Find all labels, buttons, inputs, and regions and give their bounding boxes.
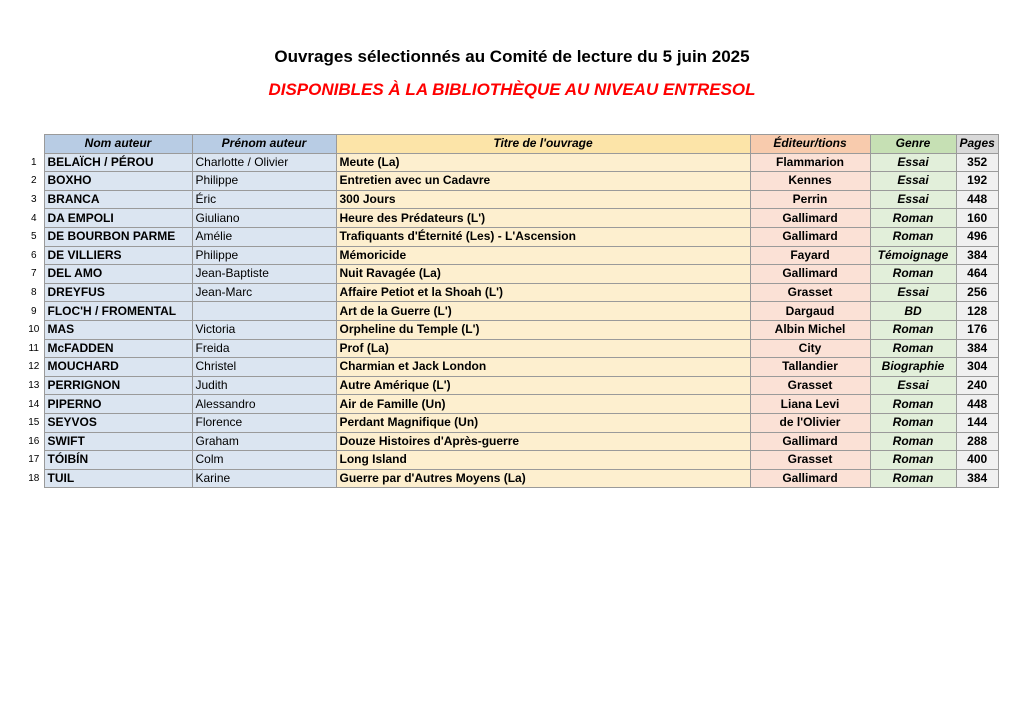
row-number: 13 bbox=[24, 376, 44, 395]
cell-nom: DE BOURBON PARME bbox=[44, 227, 192, 246]
cell-editeur: Kennes bbox=[750, 172, 870, 191]
cell-editeur: Liana Levi bbox=[750, 395, 870, 414]
cell-editeur: Gallimard bbox=[750, 227, 870, 246]
row-number: 16 bbox=[24, 432, 44, 451]
cell-titre: Perdant Magnifique (Un) bbox=[336, 413, 750, 432]
cell-pages: 160 bbox=[956, 209, 998, 228]
cell-editeur: Perrin bbox=[750, 190, 870, 209]
row-number: 8 bbox=[24, 283, 44, 302]
table-row bbox=[24, 413, 998, 432]
cell-genre: Roman bbox=[870, 451, 956, 470]
cell-titre: Air de Famille (Un) bbox=[336, 395, 750, 414]
row-number: 9 bbox=[24, 302, 44, 321]
row-number: 6 bbox=[24, 246, 44, 265]
cell-titre: 300 Jours bbox=[336, 190, 750, 209]
cell-pages: 352 bbox=[956, 153, 998, 172]
cell-nom: PIPERNO bbox=[44, 395, 192, 414]
cell-titre: Entretien avec un Cadavre bbox=[336, 172, 750, 191]
column-header-editeur: Éditeur/tions bbox=[750, 135, 870, 154]
column-header-titre: Titre de l'ouvrage bbox=[336, 135, 750, 154]
cell-genre: Essai bbox=[870, 376, 956, 395]
table-row bbox=[24, 469, 998, 488]
books-table bbox=[24, 134, 999, 488]
cell-prenom: Florence bbox=[192, 413, 336, 432]
cell-pages: 400 bbox=[956, 451, 998, 470]
row-number: 7 bbox=[24, 265, 44, 284]
table-row bbox=[24, 320, 998, 339]
cell-titre: Guerre par d'Autres Moyens (La) bbox=[336, 469, 750, 488]
cell-titre: Long Island bbox=[336, 451, 750, 470]
row-number: 15 bbox=[24, 413, 44, 432]
cell-nom: TUIL bbox=[44, 469, 192, 488]
cell-pages: 448 bbox=[956, 395, 998, 414]
cell-prenom: Philippe bbox=[192, 246, 336, 265]
row-number: 3 bbox=[24, 190, 44, 209]
cell-genre: Roman bbox=[870, 265, 956, 284]
table-row bbox=[24, 283, 998, 302]
cell-pages: 144 bbox=[956, 413, 998, 432]
cell-nom: SWIFT bbox=[44, 432, 192, 451]
cell-pages: 192 bbox=[956, 172, 998, 191]
cell-editeur: Gallimard bbox=[750, 265, 870, 284]
cell-pages: 288 bbox=[956, 432, 998, 451]
page-subtitle: DISPONIBLES À LA BIBLIOTHÈQUE AU NIVEAU ENTRESOL bbox=[268, 80, 756, 99]
cell-nom: McFADDEN bbox=[44, 339, 192, 358]
cell-nom: MOUCHARD bbox=[44, 358, 192, 377]
cell-genre: Roman bbox=[870, 413, 956, 432]
cell-pages: 304 bbox=[956, 358, 998, 377]
table-row bbox=[24, 172, 998, 191]
row-number: 4 bbox=[24, 209, 44, 228]
cell-pages: 384 bbox=[956, 469, 998, 488]
cell-titre: Trafiquants d'Éternité (Les) - L'Ascension bbox=[336, 227, 750, 246]
cell-pages: 128 bbox=[956, 302, 998, 321]
cell-genre: Essai bbox=[870, 153, 956, 172]
cell-editeur: Grasset bbox=[750, 376, 870, 395]
cell-nom: SEYVOS bbox=[44, 413, 192, 432]
cell-titre: Heure des Prédateurs (L') bbox=[336, 209, 750, 228]
cell-nom: BOXHO bbox=[44, 172, 192, 191]
cell-genre: Roman bbox=[870, 469, 956, 488]
cell-editeur: Gallimard bbox=[750, 432, 870, 451]
cell-editeur: Flammarion bbox=[750, 153, 870, 172]
cell-prenom: Alessandro bbox=[192, 395, 336, 414]
cell-prenom: Colm bbox=[192, 451, 336, 470]
table-row bbox=[24, 153, 998, 172]
cell-nom: BELAÏCH / PÉROU bbox=[44, 153, 192, 172]
cell-prenom: Giuliano bbox=[192, 209, 336, 228]
cell-pages: 256 bbox=[956, 283, 998, 302]
cell-titre: Mémoricide bbox=[336, 246, 750, 265]
cell-pages: 176 bbox=[956, 320, 998, 339]
cell-nom: TÓIBÍN bbox=[44, 451, 192, 470]
table-row bbox=[24, 190, 998, 209]
cell-titre: Prof (La) bbox=[336, 339, 750, 358]
row-number: 18 bbox=[24, 469, 44, 488]
cell-prenom: Freida bbox=[192, 339, 336, 358]
cell-genre: Roman bbox=[870, 227, 956, 246]
column-header-pages: Pages bbox=[956, 135, 998, 154]
cell-genre: BD bbox=[870, 302, 956, 321]
cell-pages: 496 bbox=[956, 227, 998, 246]
table-row bbox=[24, 265, 998, 284]
row-number-header bbox=[24, 135, 44, 154]
cell-genre: Essai bbox=[870, 190, 956, 209]
cell-titre: Meute (La) bbox=[336, 153, 750, 172]
cell-nom: DREYFUS bbox=[44, 283, 192, 302]
cell-editeur: Fayard bbox=[750, 246, 870, 265]
cell-pages: 240 bbox=[956, 376, 998, 395]
table-row bbox=[24, 209, 998, 228]
cell-nom: BRANCA bbox=[44, 190, 192, 209]
cell-prenom: Amélie bbox=[192, 227, 336, 246]
cell-titre: Orpheline du Temple (L') bbox=[336, 320, 750, 339]
cell-nom: FLOC'H / FROMENTAL bbox=[44, 302, 192, 321]
cell-prenom: Karine bbox=[192, 469, 336, 488]
cell-titre: Affaire Petiot et la Shoah (L') bbox=[336, 283, 750, 302]
cell-titre: Art de la Guerre (L') bbox=[336, 302, 750, 321]
table-header-row bbox=[24, 135, 998, 154]
cell-nom: PERRIGNON bbox=[44, 376, 192, 395]
cell-genre: Essai bbox=[870, 283, 956, 302]
cell-editeur: de l'Olivier bbox=[750, 413, 870, 432]
row-number: 12 bbox=[24, 358, 44, 377]
cell-editeur: Gallimard bbox=[750, 469, 870, 488]
cell-genre: Essai bbox=[870, 172, 956, 191]
cell-prenom: Éric bbox=[192, 190, 336, 209]
cell-prenom bbox=[192, 302, 336, 321]
cell-prenom: Philippe bbox=[192, 172, 336, 191]
cell-editeur: Grasset bbox=[750, 283, 870, 302]
table-row bbox=[24, 376, 998, 395]
cell-pages: 384 bbox=[956, 246, 998, 265]
cell-titre: Charmian et Jack London bbox=[336, 358, 750, 377]
table-row bbox=[24, 451, 998, 470]
cell-pages: 464 bbox=[956, 265, 998, 284]
cell-genre: Roman bbox=[870, 320, 956, 339]
cell-editeur: Gallimard bbox=[750, 209, 870, 228]
table-row bbox=[24, 227, 998, 246]
cell-genre: Roman bbox=[870, 432, 956, 451]
cell-nom: DA EMPOLI bbox=[44, 209, 192, 228]
cell-editeur: Dargaud bbox=[750, 302, 870, 321]
cell-genre: Roman bbox=[870, 395, 956, 414]
column-header-nom: Nom auteur bbox=[44, 135, 192, 154]
row-number: 11 bbox=[24, 339, 44, 358]
cell-prenom: Christel bbox=[192, 358, 336, 377]
table-row bbox=[24, 302, 998, 321]
cell-pages: 448 bbox=[956, 190, 998, 209]
cell-genre: Témoignage bbox=[870, 246, 956, 265]
cell-pages: 384 bbox=[956, 339, 998, 358]
row-number: 10 bbox=[24, 320, 44, 339]
cell-editeur: Grasset bbox=[750, 451, 870, 470]
cell-editeur: City bbox=[750, 339, 870, 358]
cell-prenom: Victoria bbox=[192, 320, 336, 339]
table-row bbox=[24, 358, 998, 377]
page-title: Ouvrages sélectionnés au Comité de lecture du 5 juin 2025 bbox=[274, 47, 750, 66]
cell-genre: Biographie bbox=[870, 358, 956, 377]
cell-titre: Nuit Ravagée (La) bbox=[336, 265, 750, 284]
cell-prenom: Charlotte / Olivier bbox=[192, 153, 336, 172]
cell-prenom: Jean-Baptiste bbox=[192, 265, 336, 284]
cell-nom: DEL AMO bbox=[44, 265, 192, 284]
cell-prenom: Judith bbox=[192, 376, 336, 395]
table-row bbox=[24, 432, 998, 451]
cell-nom: DE VILLIERS bbox=[44, 246, 192, 265]
cell-editeur: Albin Michel bbox=[750, 320, 870, 339]
cell-genre: Roman bbox=[870, 339, 956, 358]
cell-prenom: Jean-Marc bbox=[192, 283, 336, 302]
table-row bbox=[24, 246, 998, 265]
row-number: 1 bbox=[24, 153, 44, 172]
cell-nom: MAS bbox=[44, 320, 192, 339]
cell-editeur: Tallandier bbox=[750, 358, 870, 377]
cell-titre: Autre Amérique (L') bbox=[336, 376, 750, 395]
cell-titre: Douze Histoires d'Après-guerre bbox=[336, 432, 750, 451]
table-row bbox=[24, 395, 998, 414]
row-number: 14 bbox=[24, 395, 44, 414]
row-number: 17 bbox=[24, 451, 44, 470]
row-number: 2 bbox=[24, 172, 44, 191]
table-row bbox=[24, 339, 998, 358]
column-header-genre: Genre bbox=[870, 135, 956, 154]
column-header-prenom: Prénom auteur bbox=[192, 135, 336, 154]
cell-genre: Roman bbox=[870, 209, 956, 228]
row-number: 5 bbox=[24, 227, 44, 246]
cell-prenom: Graham bbox=[192, 432, 336, 451]
